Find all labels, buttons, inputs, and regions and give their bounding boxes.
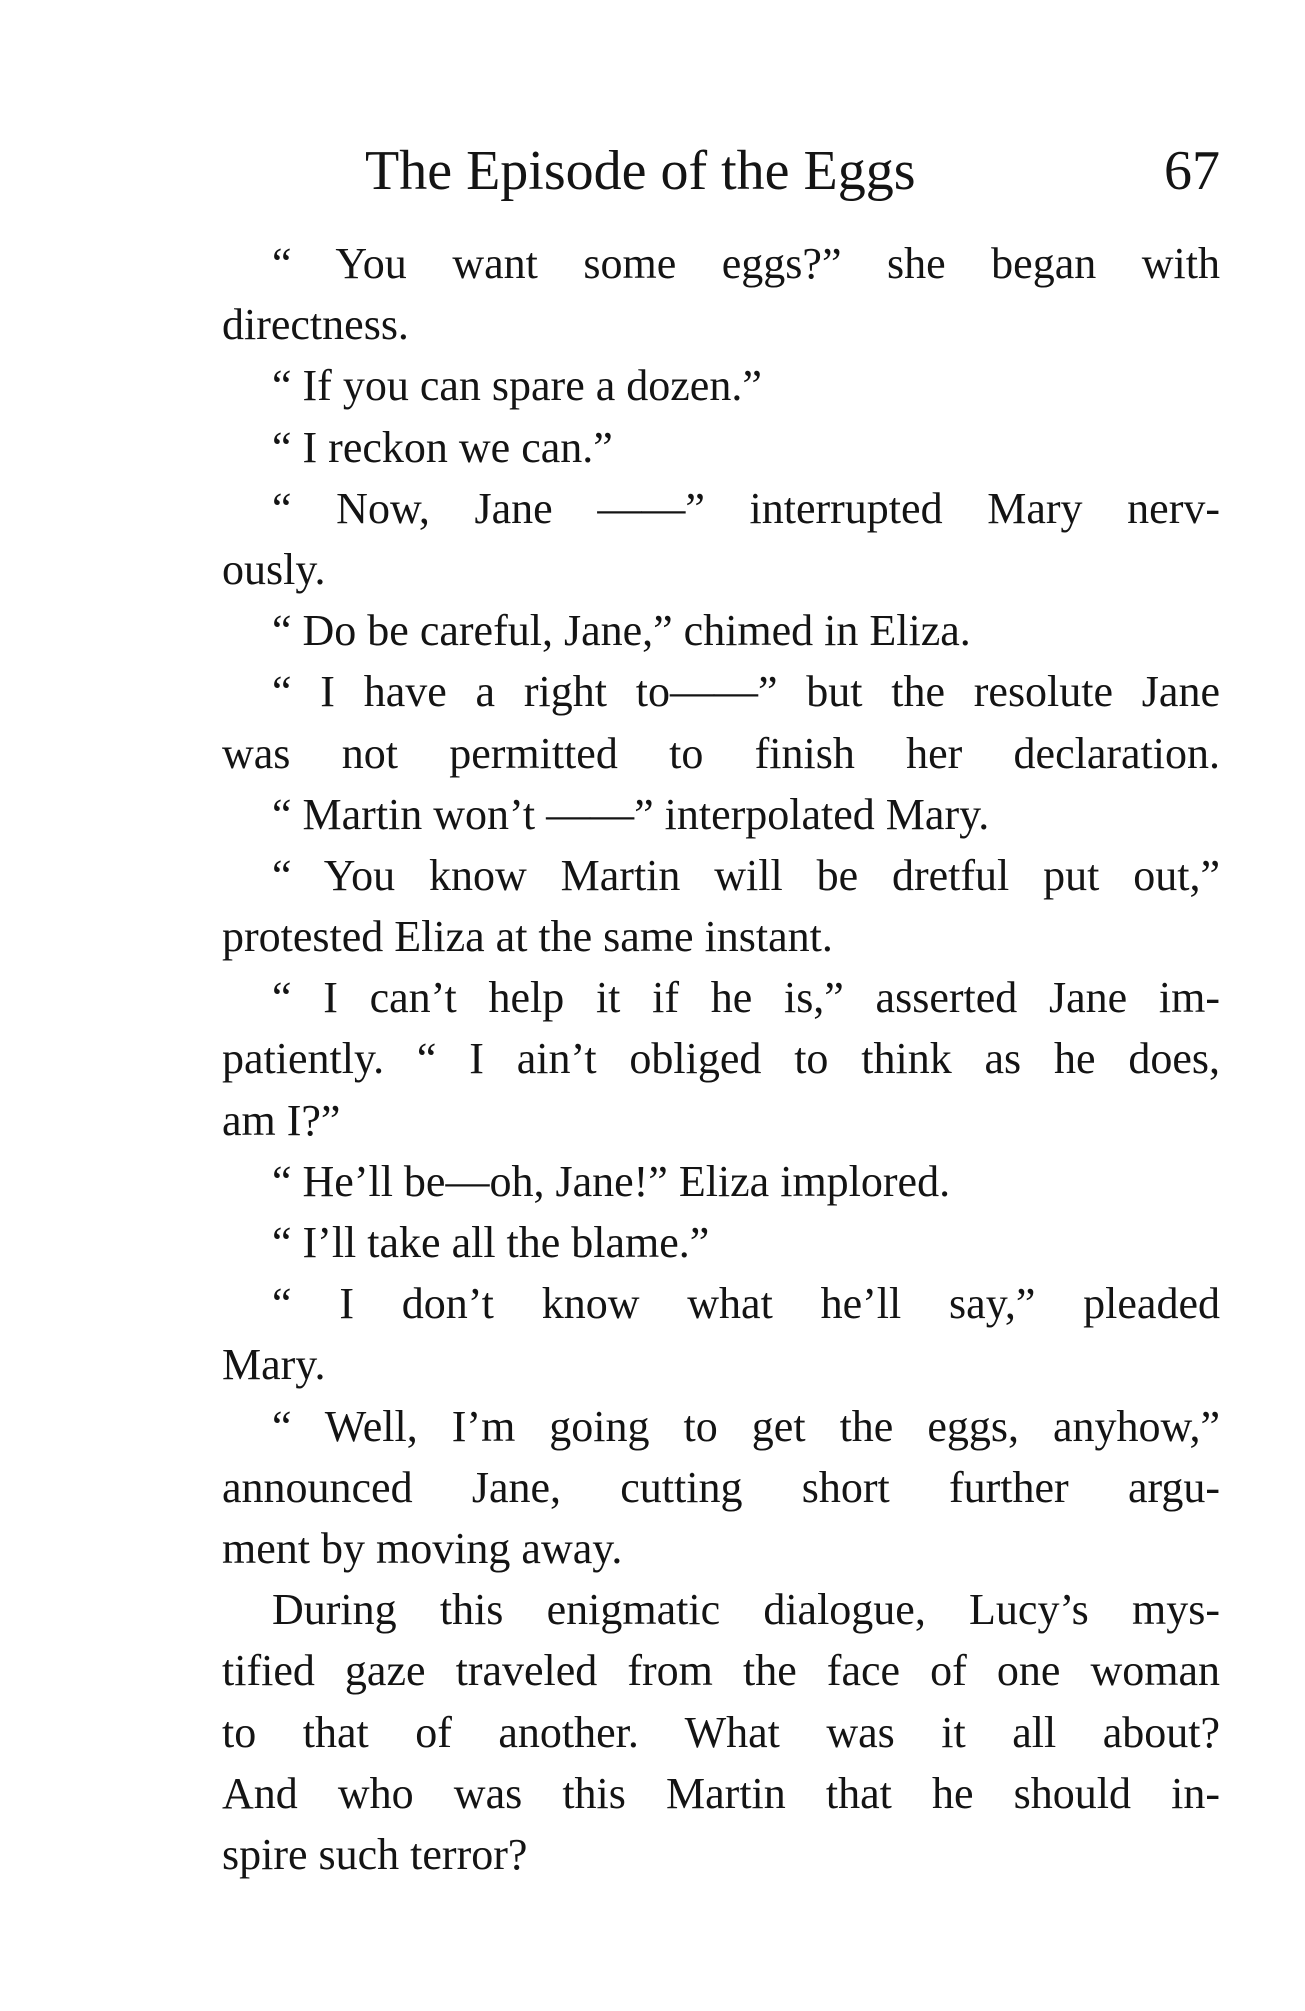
running-head: [360, 136, 1220, 206]
text-line: During this enigmatic dialogue, Lucy’s mys-: [272, 1585, 1220, 1635]
text-line: “ I have a right to——” but the resolute Jane: [272, 667, 1220, 717]
page-number: 67: [1164, 140, 1220, 202]
text-line: “ He’ll be—oh, Jane!” Eliza implored.: [272, 1156, 951, 1206]
text-line: “ I reckon we can.”: [272, 422, 613, 472]
text-line: to that of another. What was it all about?: [222, 1707, 1220, 1757]
text-line: protested Eliza at the same instant.: [222, 912, 833, 962]
text-line: tified gaze traveled from the face of one woman: [222, 1646, 1220, 1696]
text-line: “ I’ll take all the blame.”: [272, 1218, 710, 1267]
text-line: ment by moving away.: [222, 1523, 623, 1573]
text-line: “ I can’t help it if he is,” asserted Jane im-: [272, 973, 1220, 1023]
text-line: “ Now, Jane ——” interrupted Mary nerv-: [272, 483, 1220, 533]
running-title: The Episode of the Eggs: [365, 140, 916, 202]
text-line: “ Well, I’m going to get the eggs, anyhow,”: [272, 1401, 1220, 1451]
text-line: ously.: [222, 544, 326, 594]
text-line: “ You want some eggs?” she began with: [272, 239, 1220, 288]
text-line: am I?”: [222, 1095, 341, 1145]
text-line: “ I don’t know what he’ll say,” pleaded: [272, 1279, 1220, 1329]
text-line: announced Jane, cutting short further argu-: [222, 1462, 1220, 1512]
text-line: “ Martin won’t ——” interpolated Mary.: [272, 789, 990, 839]
text-line: spire such terror?: [222, 1829, 528, 1879]
text-line: “ Do be careful, Jane,” chimed in Eliza.: [272, 606, 971, 656]
text-line: And who was this Martin that he should in-: [222, 1768, 1220, 1818]
text-line: patiently. “ I ain’t obliged to think as he does,: [222, 1034, 1220, 1084]
text-line: was not permitted to finish her declaration.: [222, 728, 1220, 778]
text-line: directness.: [222, 300, 409, 350]
text-line: “ You know Martin will be dretful put out,”: [272, 850, 1220, 900]
body-text: [222, 233, 1220, 1885]
text-line: “ If you can spare a dozen.”: [272, 361, 762, 411]
text-line: Mary.: [222, 1340, 326, 1390]
